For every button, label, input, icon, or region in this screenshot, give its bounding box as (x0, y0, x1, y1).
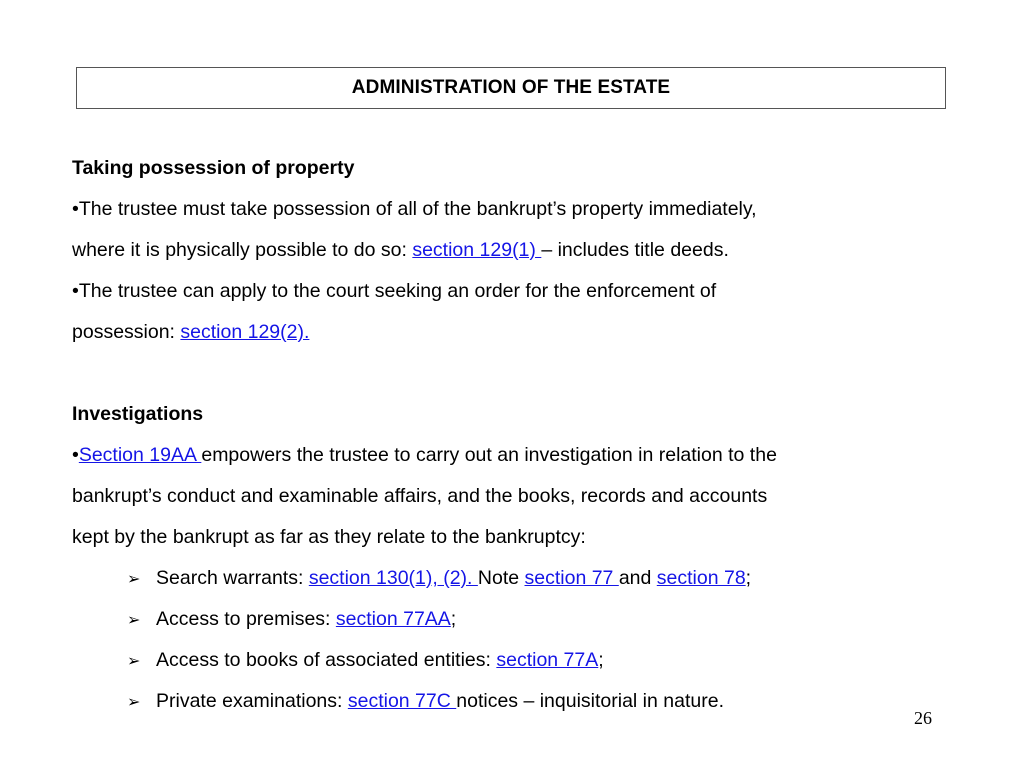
list-item-access-premises (72, 599, 952, 640)
arrow-bullet-icon: ➢ (127, 694, 141, 711)
possession-bullet-1-suffix: – includes title deeds. (541, 239, 729, 261)
link-section-77c[interactable]: section 77C (347, 690, 457, 712)
possession-bullet-2-text: possession: (72, 321, 181, 343)
link-section-77[interactable]: section 77 (524, 567, 619, 589)
link-section-19aa[interactable]: Section 19AA (78, 444, 202, 466)
item-label: Private examinations: (156, 690, 348, 712)
arrow-bullet-icon: ➢ (127, 571, 141, 588)
slide-content (72, 148, 952, 722)
bullet-glyph: • (72, 444, 79, 466)
link-section-77aa[interactable]: section 77AA (335, 608, 451, 630)
possession-bullet-1-text: where it is physically possible to do so: (72, 239, 413, 261)
item-text: Note (477, 567, 525, 589)
investigations-bullet-text: empowers the trustee to carry out an investigation in relation to the (201, 444, 777, 466)
list-item-access-books (72, 640, 952, 681)
link-section-129-1[interactable]: section 129(1) (412, 239, 542, 261)
page-number: 26 (914, 708, 932, 728)
slide-title: ADMINISTRATION OF THE ESTATE (351, 77, 671, 98)
link-section-130[interactable]: section 130(1), (2). (308, 567, 478, 589)
arrow-bullet-icon: ➢ (127, 612, 141, 629)
arrow-bullet-icon: ➢ (127, 653, 141, 670)
link-section-77a[interactable]: section 77A (496, 649, 599, 671)
investigations-bullet-line-1 (72, 435, 952, 476)
possession-bullet-2-line-2 (72, 312, 952, 353)
item-suffix: notices – inquisitorial in nature. (456, 690, 724, 712)
item-text: and (618, 567, 657, 589)
item-suffix: ; (598, 649, 604, 671)
spacer (72, 353, 952, 394)
possession-bullet-2-line-1: •The trustee can apply to the court seeking an order for the enforcement of (72, 280, 717, 302)
list-item-search-warrants (72, 558, 952, 599)
item-label: Access to books of associated entities: (156, 649, 497, 671)
item-label: Access to premises: (156, 608, 336, 630)
title-box (76, 67, 946, 109)
link-section-129-2[interactable]: section 129(2). (180, 321, 310, 343)
list-item-private-examinations (72, 681, 952, 722)
possession-bullet-1-line-1: •The trustee must take possession of all of the bankrupt’s property immediately, (72, 198, 757, 220)
possession-bullet-1-line-2 (72, 230, 952, 271)
item-suffix: ; (450, 608, 457, 630)
investigations-bullet-line-2: bankrupt’s conduct and examinable affairs, and the books, records and accounts (72, 485, 768, 507)
heading-taking-possession: Taking possession of property (72, 157, 355, 179)
item-suffix: ; (745, 567, 752, 589)
investigations-bullet-line-3: kept by the bankrupt as far as they relate to the bankruptcy: (72, 526, 586, 548)
heading-investigations: Investigations (72, 403, 204, 425)
item-label: Search warrants: (156, 567, 309, 589)
link-section-78[interactable]: section 78 (656, 567, 746, 589)
